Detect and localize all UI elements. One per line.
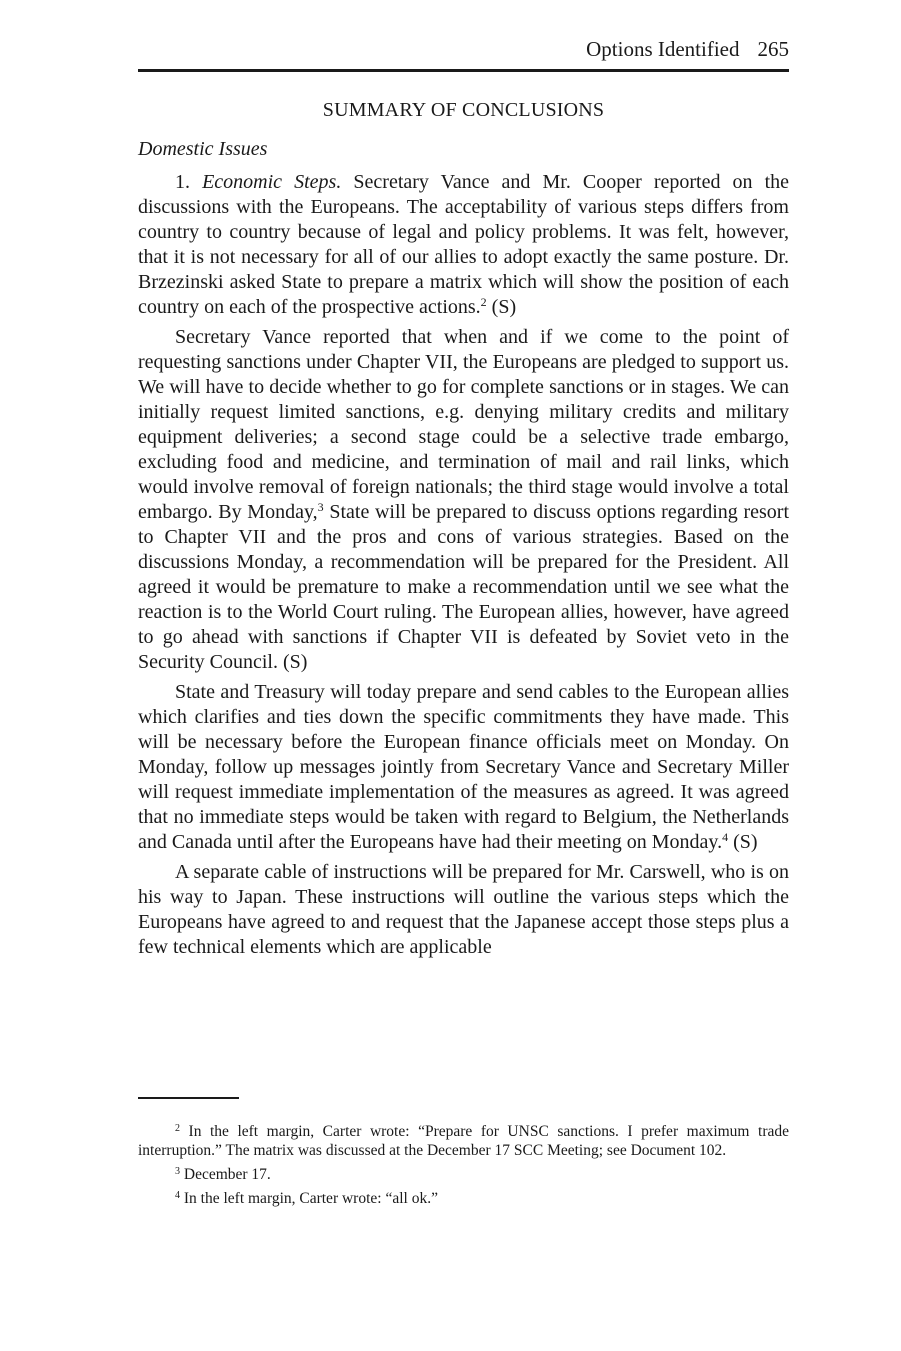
paragraph-text: A separate cable of instructions will be prepared for Mr. Carswell, who is on his way to Japan. These instructions will outline the various steps which the Europeans have agreed to and request that the Japanese accept those steps plus a few technical elements which are applicable — [138, 861, 789, 958]
paragraph-number: 1. — [175, 171, 190, 193]
classification-marking: (S) — [733, 831, 758, 853]
summary-title: SUMMARY OF CONCLUSIONS — [322, 99, 605, 121]
section-heading: Domestic Issues — [138, 138, 268, 160]
footnotes — [138, 1122, 789, 1213]
footnote-ref: 2 — [480, 295, 487, 309]
paragraph-sanctions — [138, 325, 789, 675]
footnote-ref: 3 — [317, 500, 324, 514]
body-text — [138, 98, 789, 965]
classification-marking: (S) — [491, 296, 517, 318]
footnote-marker: 4 — [175, 1190, 180, 1201]
footnote-text: In the left margin, Carter wrote: “all ok.” — [183, 1190, 438, 1207]
paragraph-economic-steps — [138, 170, 789, 320]
footnote-ref: 4 — [722, 830, 729, 844]
paragraph-text: Secretary Vance reported that when and if we come to the point of requesting sanctions under Chapter VII, the Europeans are pledged to support us. We will have to decide whether to go for complete sanctions or in stages. We can initially request limited sanctions, e.g. denying military credits and military equipment deliveries; a second stage could be a selective trade embargo, excluding food and medicine, and termination of mail and rail links, which would involve removal of foreign nationals; the third stage would involve a total embargo. By Monday, — [138, 326, 789, 523]
footnote-text: In the left margin, Carter wrote: “Prepare for UNSC sanctions. I prefer maximum trade interruption.” The matrix was discussed at the December 17 SCC Meeting; see Document 102. — [138, 1123, 790, 1159]
paragraph-text: Secretary Vance and Mr. Cooper reported on the discussions with the Europeans. The acceptability of various steps differs from country to country because of legal and policy problems. It was felt, however, that it is not necessary for all of our allies to adopt exactly the same posture. Dr. Brzezinski asked State to prepare a matrix which will show the position of each country on each of the prospective actions. — [138, 171, 790, 318]
header-rule — [138, 69, 789, 72]
paragraph-japan — [138, 860, 789, 960]
footnote-marker: 2 — [175, 1123, 180, 1134]
footnote — [138, 1189, 789, 1208]
footnote — [138, 1122, 789, 1160]
footnote — [138, 1165, 789, 1184]
page-number: 265 — [757, 37, 789, 61]
footnote-text: December 17. — [183, 1166, 271, 1183]
running-head — [138, 34, 789, 64]
footnote-marker: 3 — [175, 1166, 180, 1177]
paragraph-text: State will be prepared to discuss options regarding resort to Chapter VII and the pros and cons of various strategies. Based on the discussions Monday, a recommendation will be prepared for the President. All agreed it would be premature to make a recommendation until we see what the reaction is to the World Court ruling. The European allies, however, have agreed to go ahead with sanctions if Chapter VII is defeated by Soviet veto in the Security Council. — [138, 501, 790, 673]
paragraph-heading: Economic Steps. — [202, 171, 342, 193]
paragraph-text: State and Treasury will today prepare and send cables to the European allies which clarifies and ties down the specific commitments they have made. This will be necessary before the European finance officials meet on Monday. On Monday, follow up messages jointly from Secretary Vance and Secretary Miller will request immediate implementation of the measures as agreed. It was agreed that no immediate steps would be taken with regard to Belgium, the Netherlands and Canada until after the Europeans have had their meeting on Monday. — [138, 681, 789, 853]
paragraph-cables — [138, 680, 789, 855]
running-head-title: Options Identified — [586, 37, 740, 61]
classification-marking: (S) — [282, 651, 308, 673]
footnote-rule — [138, 1097, 239, 1099]
